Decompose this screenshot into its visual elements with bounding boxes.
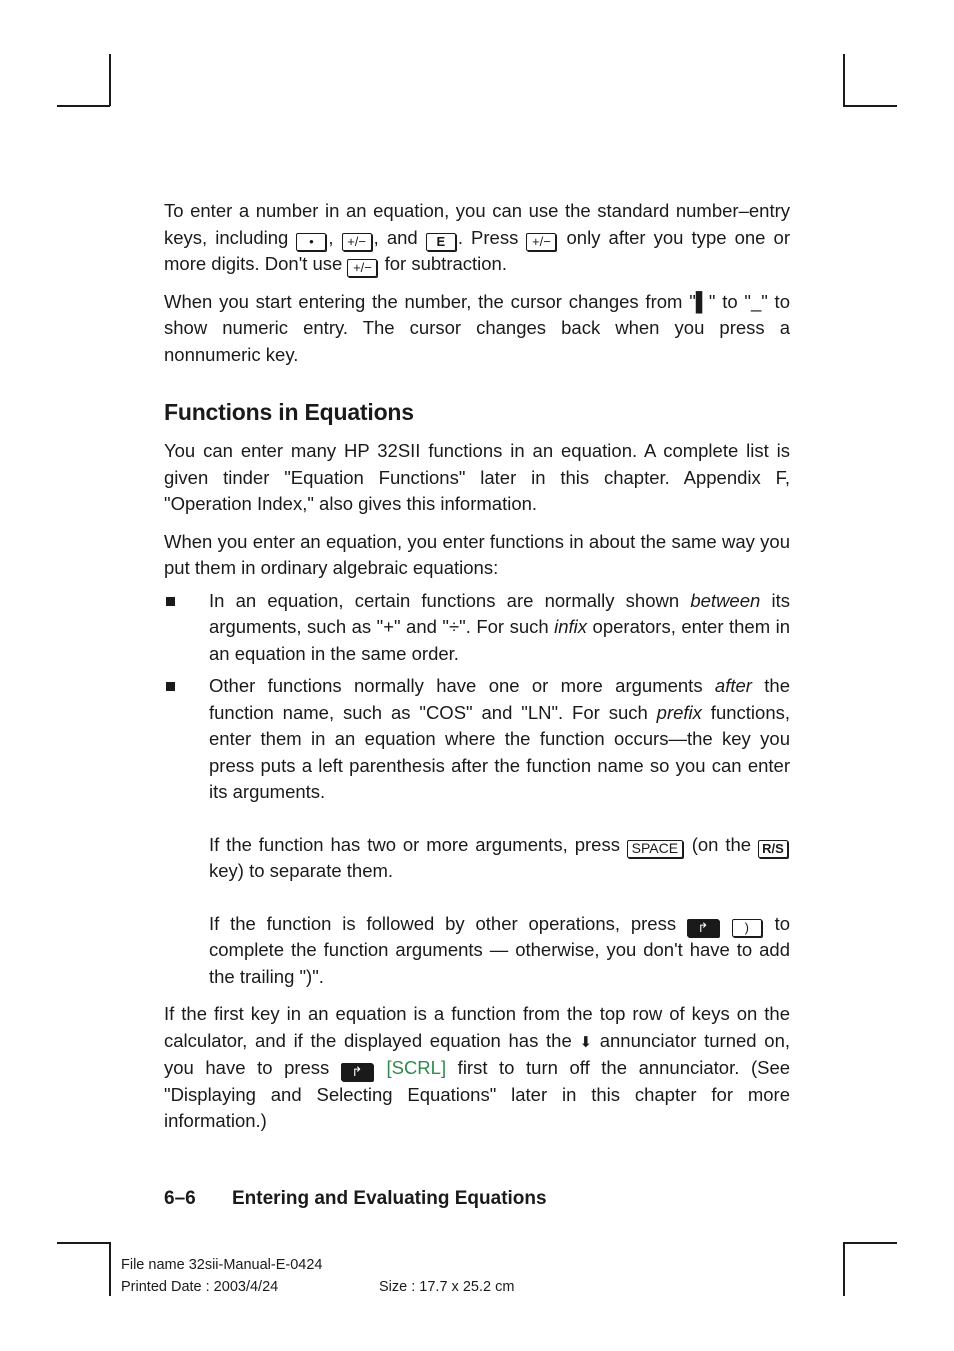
text-run: the function name, such as "COS" and "LN". For such (209, 675, 791, 723)
emphasis: between (690, 589, 761, 611)
crop-mark (843, 1242, 897, 1244)
crop-mark (57, 1242, 110, 1244)
text-run: for subtraction. (379, 253, 507, 274)
bullet-infix (164, 588, 790, 668)
text-run: first to turn off the annunciator. (See "Displaying and Selecting Equations" later in this chapter for more information.) (164, 1057, 791, 1131)
crop-mark (109, 54, 111, 106)
text-run: annunciator turned on, you have to press (164, 1029, 790, 1078)
change-sign-key: +/− (526, 233, 556, 251)
paragraph-entry-method: When you enter an equation, you enter functions in about the same way you put them in ordinary algebraic equations: (164, 530, 790, 578)
change-sign-key: +/− (347, 259, 377, 277)
emphasis: infix (554, 616, 588, 637)
text-run: its arguments, such as "+" and "÷". For such (209, 589, 791, 637)
run-stop-key: R/S (758, 840, 788, 858)
text-run: Other functions normally have one or more arguments (209, 675, 715, 696)
text-run: functions, enter them in an equation where the function occurs—the key you press puts a left parenthesis after the function name so you can enter its arguments. (209, 701, 790, 802)
text-run: to complete the function arguments — otherwise, you don't have to add the trailing ")". (209, 912, 791, 987)
crop-mark (109, 1242, 111, 1296)
bullet-prefix (164, 673, 790, 806)
text-run: operators, enter them in an equation in the same order. (209, 616, 790, 664)
space-key: SPACE (627, 840, 683, 858)
right-shift-key: ↱ (687, 919, 719, 937)
size-meta: Size : 17.7 x 25.2 cm (379, 1279, 515, 1295)
text-run: key) to separate them. (209, 860, 394, 881)
emphasis: after (714, 675, 752, 696)
text-run: . Press (457, 226, 527, 248)
section-heading: Functions in Equations (164, 399, 414, 425)
printed-date-meta: Printed Date : 2003/4/24 (121, 1279, 279, 1295)
page-body (164, 198, 790, 1146)
exponent-key: E (426, 233, 456, 251)
crop-mark (57, 105, 110, 107)
paragraph-cursor: When you start entering the number, the cursor changes from "▌" to "_" to show numeric entry. The cursor changes back when you press a nonnumeric key. (164, 290, 790, 365)
crop-mark (843, 105, 897, 107)
paragraph-number-entry (164, 198, 790, 278)
text-run: If the function is followed by other operations, press (209, 912, 687, 934)
indent-trailing-paren (164, 911, 790, 991)
decimal-point-key: • (296, 233, 326, 251)
crop-mark (843, 54, 845, 106)
text-run: If the first key in an equation is a function from the top row of keys on the calculator, and if the displayed equation has the (164, 1003, 790, 1051)
page-footer (164, 1188, 547, 1210)
page-number: 6–6 (164, 1188, 196, 1209)
text-run: In an equation, certain functions are normally shown (209, 589, 691, 611)
crop-mark (843, 1242, 845, 1296)
file-name-meta: File name 32sii-Manual-E-0424 (121, 1257, 323, 1273)
text-run: If the function has two or more arguments, press (209, 833, 627, 855)
paragraph-functions-intro: You can enter many HP 32SII functions in an equation. A complete list is given tinder "Equation Functions" later in this chapter. Appendix F, "Operation Index," also gives this information. (164, 440, 790, 514)
emphasis: prefix (656, 701, 702, 723)
close-paren-key: ) (732, 919, 762, 937)
scroll-annunciator-icon: ⬇ (579, 1032, 593, 1051)
text-run: only after you type one or more digits. Don't use (164, 226, 791, 274)
text-run: , (328, 226, 342, 248)
indent-multiple-arguments (164, 832, 790, 885)
text-run: To enter a number in an equation, you can use the standard number–entry keys, including (164, 200, 790, 248)
right-shift-key: ↱ (341, 1063, 373, 1081)
text-run: (on the (684, 833, 758, 855)
chapter-title: Entering and Evaluating Equations (232, 1188, 547, 1209)
bullet-square-icon (166, 682, 175, 691)
bullet-square-icon (166, 597, 175, 606)
paragraph-annunciator (164, 1001, 790, 1135)
change-sign-key: +/− (342, 233, 372, 251)
text-run: , and (373, 226, 426, 248)
scroll-shifted-label: [SCRL] (386, 1057, 447, 1078)
